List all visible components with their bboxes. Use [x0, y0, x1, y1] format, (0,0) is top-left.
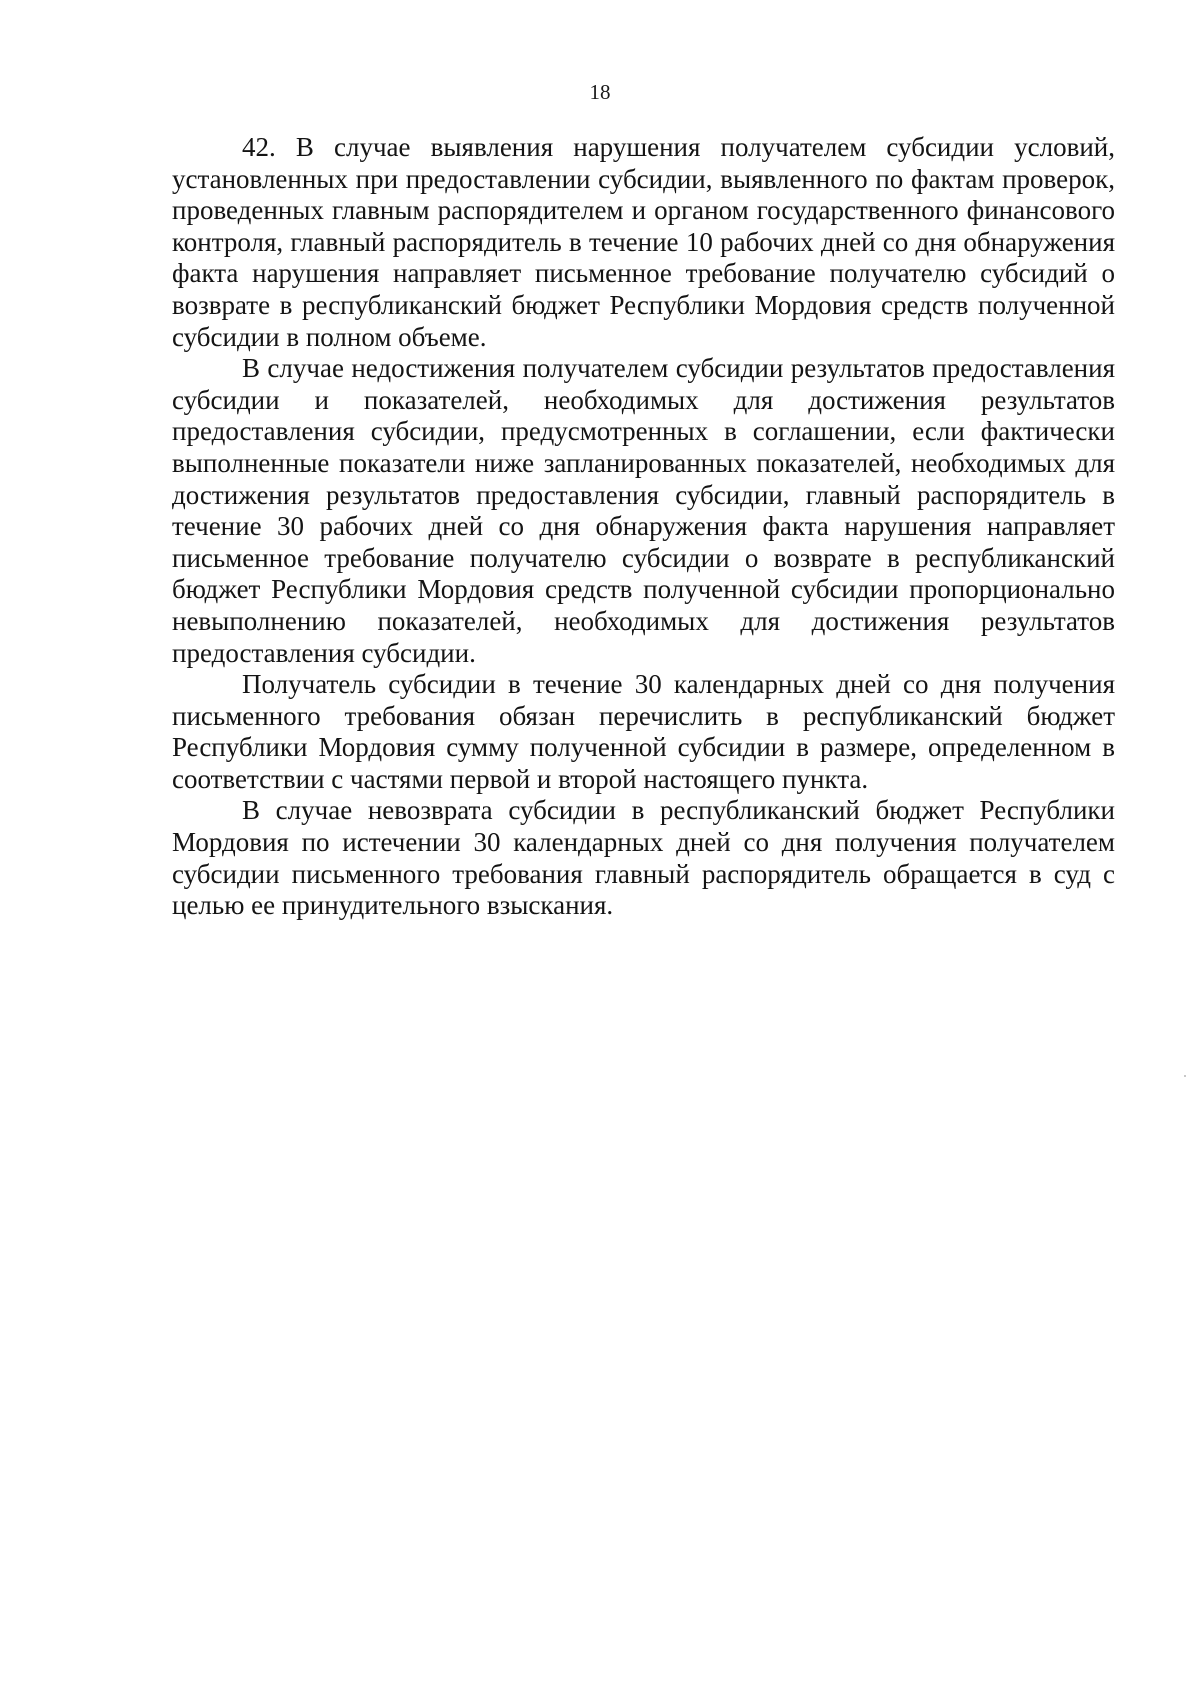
page-number: 18: [589, 80, 611, 104]
paragraph-refund-deadline: Получатель субсидии в течение 30 календарных дней со дня получения письменного требования обязан перечислить в республиканский бюджет Республики Мордовия сумму полученной субсидии в размере, определенном в соответствии с частями первой и второй настоящего пункта.: [172, 669, 1115, 794]
scan-speck: [1184, 1075, 1186, 1077]
paragraph-court-recovery: В случае невозврата субсидии в республиканский бюджет Республики Мордовия по истечении 30 календарных дней со дня получения получателем субсидии письменного требования главный распорядитель обращается в суд с целью ее принудительного взыскания.: [172, 795, 1115, 921]
paragraph-non-achievement: В случае недостижения получателем субсидии результатов предоставления субсидии и показателей, необходимых для достижения результатов предоставления субсидии, предусмотренных в соглашении, если фактически выполненные показатели ниже запланированных показателей, необходимых для достижения результатов предоставления субсидии, главный распорядитель в течение 30 рабочих дней со дня обнаружения факта нарушения направляет письменное требование получателю субсидии о возврате в республиканский бюджет Республики Мордовия средств полученной субсидии пропорционально невыполнению показателей, необходимых для достижения результатов предоставления субсидии.: [172, 353, 1115, 668]
document-body: [172, 132, 1115, 922]
paragraph-item-42: 42. В случае выявления нарушения получателем субсидии условий, установленных при предоставлении субсидии, выявленного по фактам проверок, проведенных главным распорядителем и органом государственного финансового контроля, главный распорядитель в течение 10 рабочих дней со дня обнаружения факта нарушения направляет письменное требование получателю субсидий о возврате в республиканский бюджет Республики Мордовия средств полученной субсидии в полном объеме.: [172, 132, 1115, 352]
